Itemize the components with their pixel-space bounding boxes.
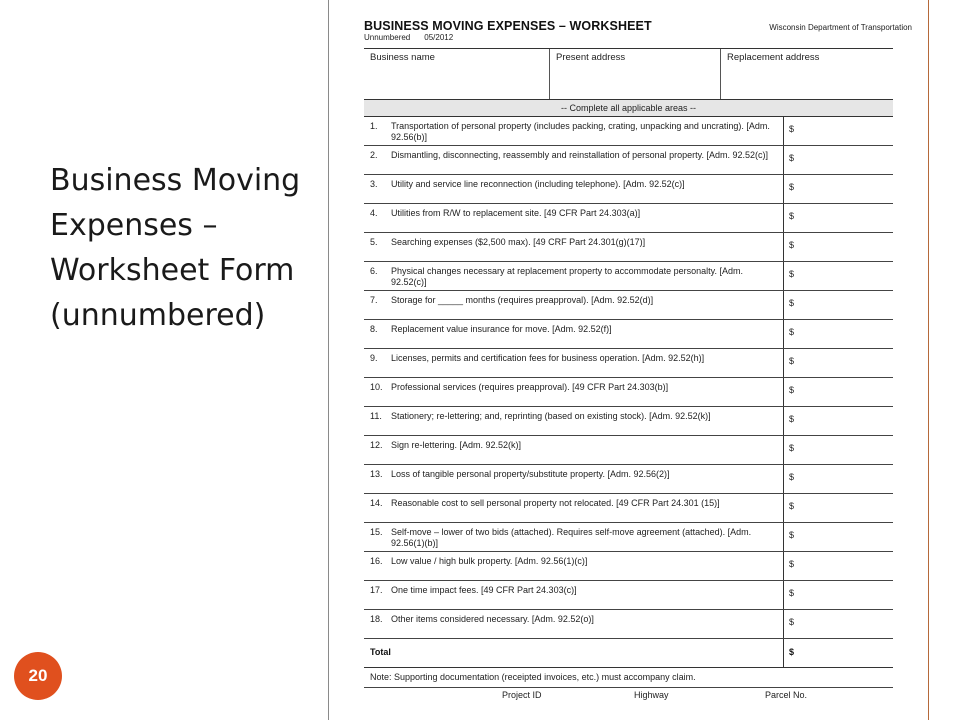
total-label: Total [370, 647, 391, 657]
expense-item-amount-field[interactable]: $ [783, 552, 893, 580]
worksheet-form [364, 48, 893, 702]
slide-title-line: Expenses – [50, 208, 218, 243]
divider-right [928, 0, 929, 720]
form-subtitle [364, 33, 467, 42]
expense-item-amount-field[interactable]: $ [783, 291, 893, 319]
expense-item-number: 15. [370, 527, 383, 537]
expense-item-row [364, 349, 893, 378]
expense-item-number: 14. [370, 498, 383, 508]
expense-item-amount-field[interactable]: $ [783, 465, 893, 493]
expense-item-description: Sign re-lettering. [Adm. 92.52(k)] [391, 440, 522, 450]
project-id-label: Project ID [502, 690, 542, 700]
address-row [364, 49, 893, 100]
expense-item-amount-field[interactable]: $ [783, 175, 893, 203]
expense-item-description: Low value / high bulk property. [Adm. 92.56(1)(c)] [391, 556, 588, 566]
supporting-doc-note: Note: Supporting documentation (receipted invoices, etc.) must accompany claim. [364, 668, 893, 688]
expense-item-number: 3. [370, 179, 378, 189]
expense-item-amount-field[interactable]: $ [783, 523, 893, 551]
parcel-no-label: Parcel No. [765, 690, 808, 700]
expense-item-description: Dismantling, disconnecting, reassembly and reinstallation of personal property. [Adm. 92.52(c)] [391, 150, 769, 160]
worksheet-document [329, 0, 928, 720]
expense-item-row [364, 610, 893, 639]
expense-item-amount-field[interactable]: $ [783, 262, 893, 290]
expense-item-row [364, 146, 893, 175]
form-date: 05/2012 [424, 33, 454, 42]
expense-item-row [364, 291, 893, 320]
expense-item-description: Loss of tangible personal property/substitute property. [Adm. 92.56(2)] [391, 469, 670, 479]
expense-item-amount-field[interactable]: $ [783, 378, 893, 406]
page-number-badge: 20 [14, 652, 62, 700]
expense-item-row [364, 407, 893, 436]
expense-item-amount-field[interactable]: $ [783, 349, 893, 377]
expense-items-list [364, 117, 893, 639]
expense-item-number: 6. [370, 266, 378, 276]
expense-item-row [364, 523, 893, 552]
business-name-field: Business name [364, 49, 550, 99]
expense-item-amount-field[interactable]: $ [783, 610, 893, 638]
expense-item-row [364, 262, 893, 291]
expense-item-row [364, 436, 893, 465]
agency-name: Wisconsin Department of Transportation [769, 23, 912, 32]
slide-title-line: Worksheet Form [50, 253, 295, 288]
expense-item-description: Reasonable cost to sell personal property not relocated. [49 CFR Part 24.301 (15)] [391, 498, 720, 508]
expense-item-amount-field[interactable]: $ [783, 146, 893, 174]
slide-title-line: (unnumbered) [50, 298, 266, 333]
expense-item-number: 11. [370, 411, 382, 421]
expense-item-row [364, 204, 893, 233]
expense-item-number: 18. [370, 614, 383, 624]
expense-item-number: 17. [370, 585, 383, 595]
expense-item-amount-field[interactable]: $ [783, 436, 893, 464]
expense-item-amount-field[interactable]: $ [783, 233, 893, 261]
form-number: Unnumbered [364, 33, 411, 42]
expense-item-description: Licenses, permits and certification fees for business operation. [Adm. 92.52(h)] [391, 353, 705, 363]
expense-item-row [364, 117, 893, 146]
replacement-address-field: Replacement address [727, 52, 820, 63]
expense-item-number: 8. [370, 324, 378, 334]
expense-item-number: 10. [370, 382, 383, 392]
expense-item-description: Professional services (requires preapproval). [49 CFR Part 24.303(b)] [391, 382, 669, 392]
present-address-field: Present address [550, 49, 721, 99]
expense-item-amount-field[interactable]: $ [783, 117, 893, 145]
expense-item-row [364, 233, 893, 262]
slide-title-line: Business Moving [50, 163, 301, 198]
expense-item-row [364, 552, 893, 581]
expense-item-row [364, 494, 893, 523]
expense-item-amount-field[interactable]: $ [783, 320, 893, 348]
expense-item-amount-field[interactable]: $ [783, 204, 893, 232]
expense-item-description: Searching expenses ($2,500 max). [49 CRF Part 24.301(g)(17)] [391, 237, 646, 247]
expense-item-number: 5. [370, 237, 378, 247]
expense-item-description: Utility and service line reconnection (including telephone). [Adm. 92.52(c)] [391, 179, 685, 189]
expense-item-amount-field[interactable]: $ [783, 494, 893, 522]
expense-item-row [364, 320, 893, 349]
expense-item-row [364, 465, 893, 494]
expense-item-number: 7. [370, 295, 378, 305]
expense-item-description: Replacement value insurance for move. [Adm. 92.52(f)] [391, 324, 612, 334]
expense-item-description: Self-move – lower of two bids (attached). Requires self-move agreement (attached). [Adm. 92.56(1)(b)] [391, 527, 752, 548]
expense-item-description: Physical changes necessary at replacement property to accommodate personalty. [Adm. 92.52(c)] [391, 266, 744, 287]
expense-item-amount-field[interactable]: $ [783, 407, 893, 435]
highway-label: Highway [634, 690, 669, 700]
expense-item-number: 9. [370, 353, 378, 363]
expense-item-number: 1. [370, 121, 378, 131]
expense-item-description: Utilities from R/W to replacement site. [49 CFR Part 24.303(a)] [391, 208, 641, 218]
expense-item-description: Stationery; re-lettering; and, reprinting (based on existing stock). [Adm. 92.52(k)] [391, 411, 711, 421]
expense-item-number: 2. [370, 150, 378, 160]
expense-item-number: 13. [370, 469, 383, 479]
total-row [364, 639, 893, 668]
expense-item-row [364, 378, 893, 407]
expense-item-row [364, 175, 893, 204]
expense-item-row [364, 581, 893, 610]
expense-item-number: 16. [370, 556, 383, 566]
form-title: BUSINESS MOVING EXPENSES – WORKSHEET [364, 19, 652, 33]
expense-item-number: 12. [370, 440, 383, 450]
expense-item-number: 4. [370, 208, 378, 218]
instruction-banner: -- Complete all applicable areas -- [364, 100, 893, 117]
expense-item-description: One time impact fees. [49 CFR Part 24.303(c)] [391, 585, 577, 595]
slide-title [50, 158, 320, 338]
footer-fields [364, 688, 893, 702]
expense-item-amount-field[interactable]: $ [783, 581, 893, 609]
total-amount: $ [783, 639, 893, 667]
expense-item-description: Other items considered necessary. [Adm. 92.52(o)] [391, 614, 594, 624]
expense-item-description: Transportation of personal property (includes packing, crating, unpacking and uncrating). [Adm. 92.56(b)] [391, 121, 770, 142]
expense-item-description: Storage for _____ months (requires preapproval). [Adm. 92.52(d)] [391, 295, 654, 305]
